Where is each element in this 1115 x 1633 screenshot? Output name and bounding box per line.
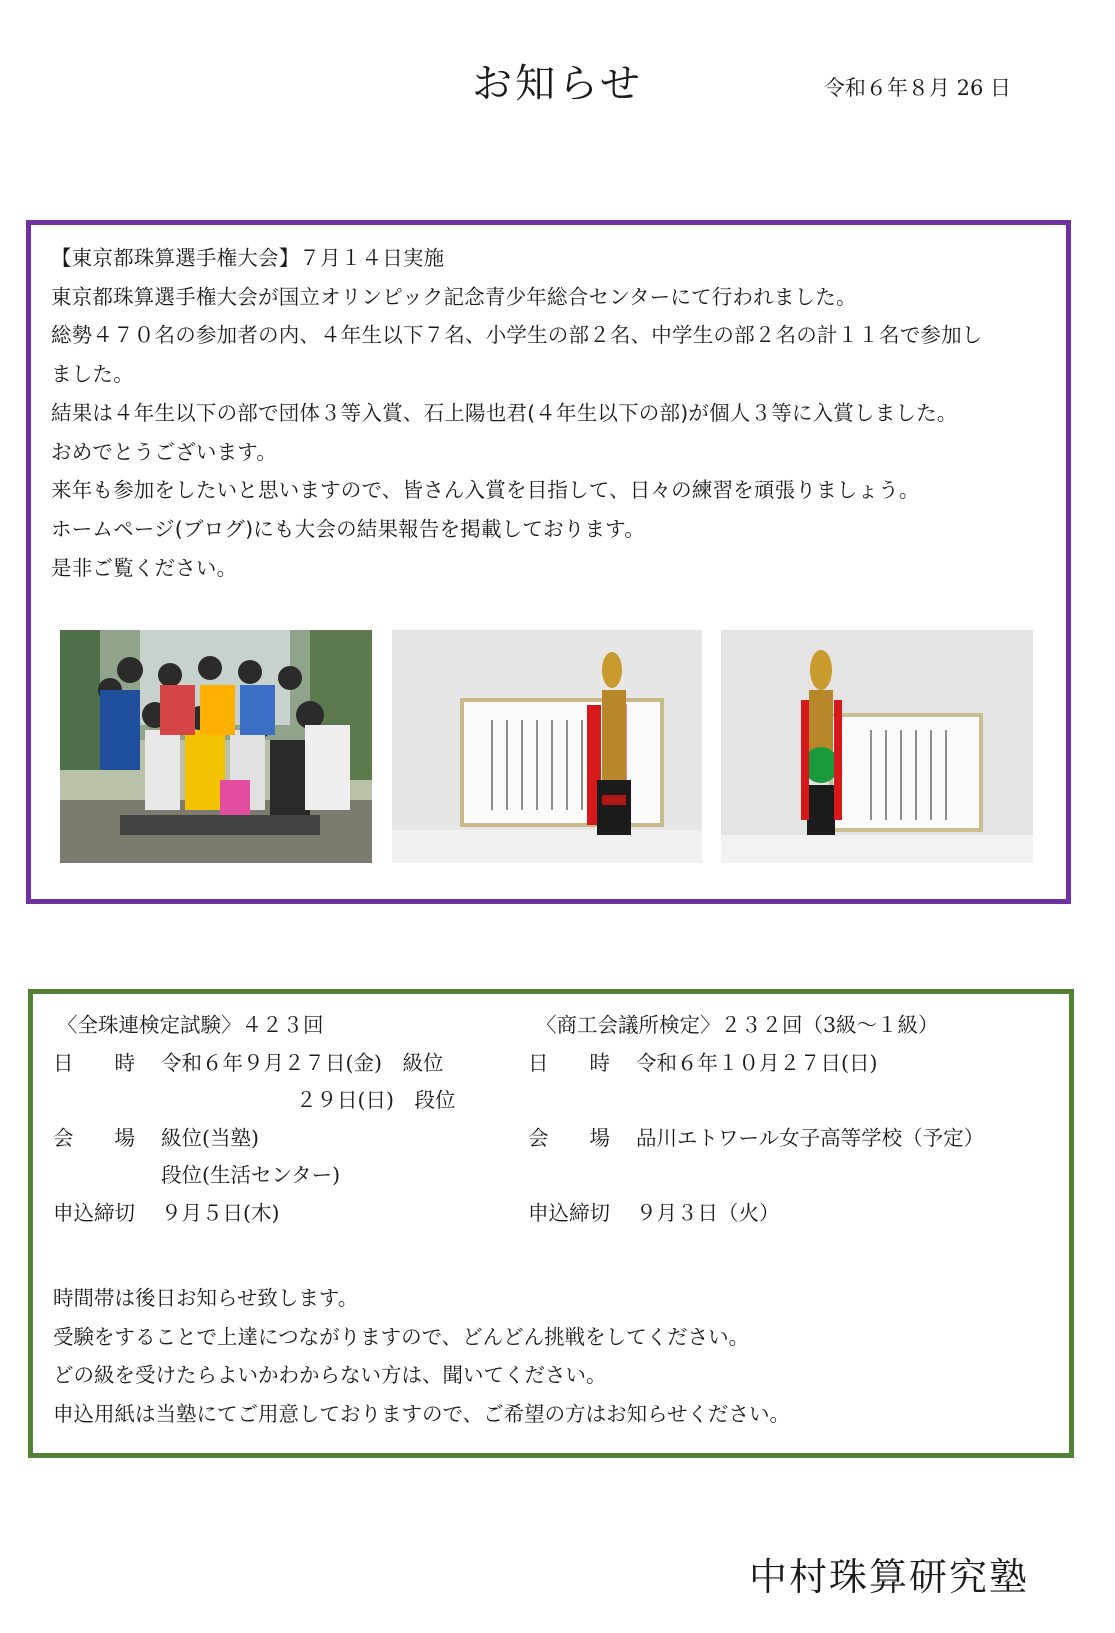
tournament-line: ました。 (51, 362, 134, 387)
shoko-venue-value: 品川エトワール女子高等学校（予定） (636, 1126, 985, 1150)
tournament-box (26, 220, 1071, 904)
trophy-photo-2 (721, 630, 1033, 863)
shoko-date-label: 日 時 (528, 1051, 610, 1075)
notice-date: 令和６年８月 26 日 (823, 76, 1011, 100)
note-line: どの級を受けたらよいかわからない方は、聞いてください。 (53, 1363, 607, 1387)
page-title: お知らせ (472, 61, 643, 107)
exam-box (28, 989, 1074, 1458)
exam-notes (53, 1279, 790, 1433)
note-line: 時間帯は後日お知らせ致します。 (53, 1286, 359, 1310)
zenshuren-date-value-1: 令和６年９月２７日(金) 級位 (161, 1051, 444, 1075)
tournament-line: 総勢４７０名の参加者の内、４年生以下７名、小学生の部２名、中学生の部２名の計１１名で参加し (51, 323, 983, 348)
tournament-line: おめでとうございます。 (51, 439, 278, 464)
note-line: 申込用紙は当塾にてご用意しておりますので、ご希望の方はお知らせください。 (53, 1401, 790, 1426)
zenshuren-venue-value-1: 級位(当塾) (161, 1126, 259, 1150)
zenshuren-date-label: 日 時 (53, 1051, 135, 1075)
zenshuren-venue-value-2: 段位(生活センター) (161, 1163, 341, 1187)
group-photo (60, 630, 372, 863)
school-signature: 中村珠算研究塾 (748, 1555, 1029, 1599)
zenshuren-venue-label: 会 場 (53, 1126, 135, 1150)
zenshuren-deadline-label: 申込締切 (53, 1201, 135, 1225)
shoko-deadline-value: ９月３日（火） (636, 1201, 780, 1225)
tournament-line: 【東京都珠算選手権大会】７月１４日実施 (51, 246, 445, 270)
tournament-line: ホームページ(ブログ)にも大会の結果報告を掲載しております。 (51, 516, 645, 541)
note-line: 受験をすることで上達につながりますので、どんどん挑戦をしてください。 (53, 1324, 750, 1349)
tournament-line: 是非ご覧ください。 (51, 555, 238, 580)
shoko-heading: 〈商工会議所検定〉２３２回（3級～１級） (536, 1013, 939, 1037)
tournament-line: 東京都珠算選手権大会が国立オリンピック記念青少年総合センターにて行われました。 (51, 284, 857, 309)
shoko-deadline-label: 申込締切 (528, 1201, 610, 1225)
shoko-venue-label: 会 場 (528, 1126, 610, 1150)
tournament-line: 来年も参加をしたいと思いますので、皆さん入賞を目指して、日々の練習を頑張りましょう。 (51, 478, 920, 503)
zenshuren-deadline-value: ９月５日(木) (161, 1201, 280, 1225)
zenshuren-date-value-2: ２９日(日) 段位 (296, 1088, 456, 1112)
zenshuren-heading: 〈全珠連検定試験〉４２３回 (57, 1013, 324, 1037)
tournament-line: 結果は４年生以下の部で団体３等入賞、石上陽也君(４年生以下の部)が個人３等に入賞しました。 (51, 400, 958, 425)
shoko-date-value: 令和６年１０月２７日(日) (636, 1051, 878, 1075)
tournament-text (51, 239, 1050, 587)
trophy-photo-1 (392, 630, 702, 863)
